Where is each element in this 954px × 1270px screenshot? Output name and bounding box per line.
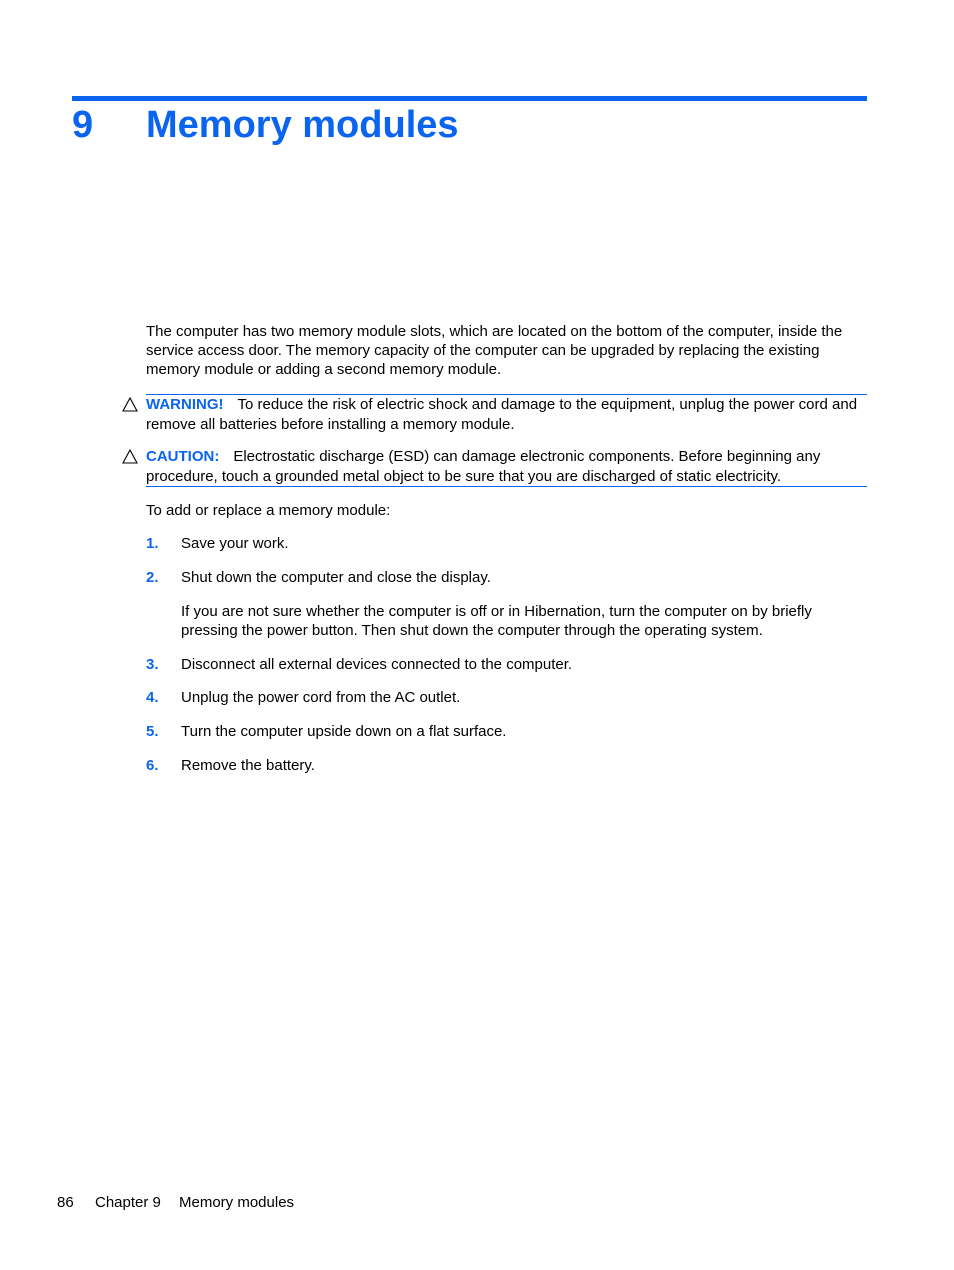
- step-text: Remove the battery.: [181, 757, 315, 774]
- footer-chapter-label: Chapter 9: [95, 1194, 161, 1211]
- step-text: Save your work.: [181, 535, 289, 552]
- intro-paragraph: The computer has two memory module slots, which are located on the bottom of the computer, inside the service access door. The memory capacity of the computer can be upgraded by replacing the existing memory module or adding a second memory module.: [146, 323, 843, 378]
- step-number: 2.: [146, 569, 159, 586]
- notice-bottom-rule: [146, 486, 867, 487]
- step-text: Disconnect all external devices connected to the computer.: [181, 656, 573, 673]
- step-text: Shut down the computer and close the display.: [181, 569, 491, 586]
- step-number: 5.: [146, 723, 159, 740]
- step-note: If you are not sure whether the computer is off or in Hibernation, turn the computer on by briefly pressing the power button. Then shut down the computer through the operating system.: [181, 603, 812, 639]
- chapter-title: Memory modules: [146, 104, 459, 146]
- footer-chapter-title: Memory modules: [179, 1194, 295, 1211]
- step-text: Unplug the power cord from the AC outlet.: [181, 689, 461, 706]
- caution-label: CAUTION:: [146, 448, 220, 465]
- caution-triangle-icon: [122, 449, 138, 464]
- caution-notice: [146, 447, 867, 486]
- chapter-number: 9: [72, 104, 94, 146]
- warning-triangle-icon: [122, 397, 138, 412]
- warning-label: WARNING!: [146, 396, 224, 413]
- step-text: Turn the computer upside down on a flat surface.: [181, 723, 507, 740]
- warning-notice: [146, 395, 867, 434]
- caution-text: Electrostatic discharge (ESD) can damage electronic components. Before beginning any procedure, touch a grounded metal object to be sure that you are discharged of static electricity.: [146, 448, 821, 485]
- step-number: 1.: [146, 535, 159, 552]
- step-number: 4.: [146, 689, 159, 706]
- page-number: 86: [57, 1194, 74, 1211]
- procedure-intro: To add or replace a memory module:: [146, 502, 391, 519]
- step-number: 6.: [146, 757, 159, 774]
- step-number: 3.: [146, 656, 159, 673]
- warning-text: To reduce the risk of electric shock and damage to the equipment, unplug the power cord and remove all batteries before installing a memory module.: [146, 396, 858, 433]
